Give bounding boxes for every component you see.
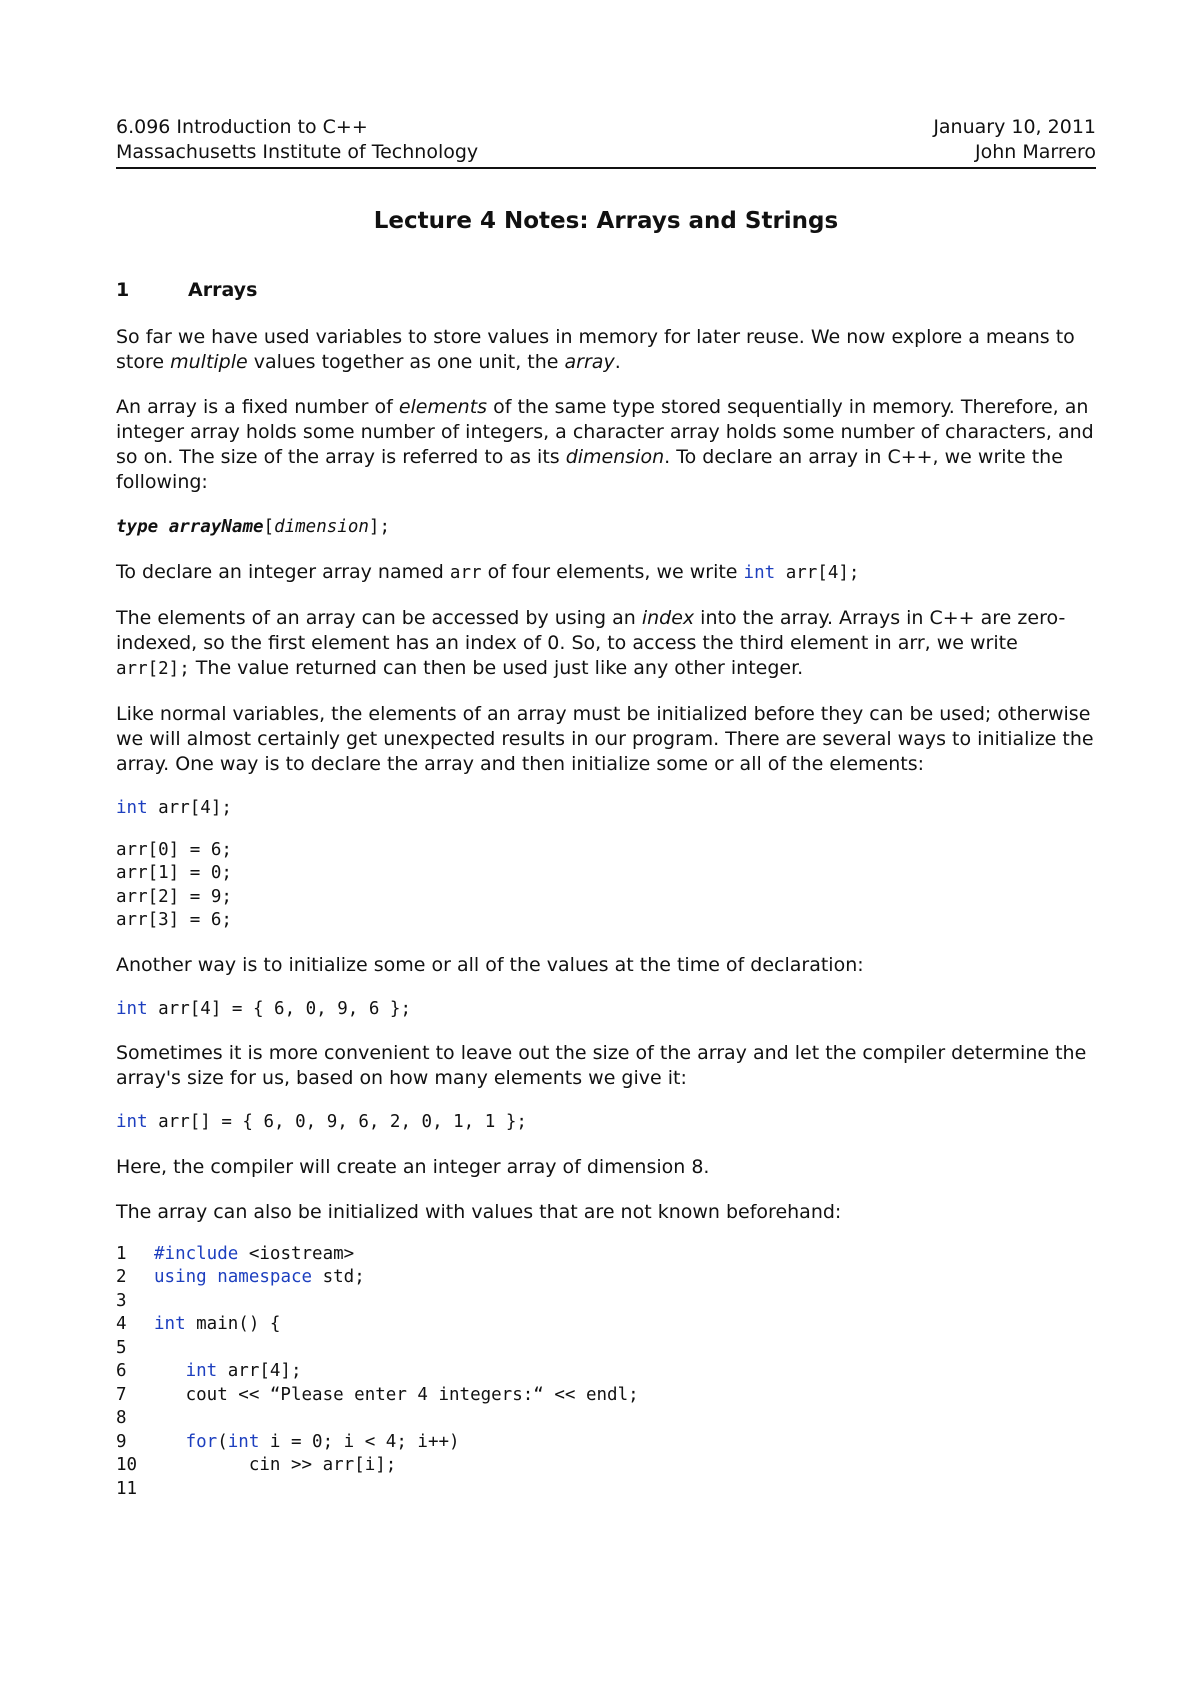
document-page [116,108,1096,1501]
section-heading [116,279,1096,303]
page-header [116,108,1096,168]
course-name: 6.096 Introduction to C++ [116,116,368,138]
author-name: John Marrero [975,141,1096,163]
listing-line: 7 cout << “Please enter 4 integers:“ << endl; [116,1384,639,1405]
paragraph-initialization: Like normal variables, the elements of an array must be initialized before they can be used; otherwise we will almost certainly get unexpected results in our program. There are several ways to initialize the array. One way is to declare the array and then initialize some or all of the elements: [116,703,1094,775]
listing-line: 5 [116,1337,127,1358]
page-title: Lecture 4 Notes: Arrays and Strings [373,208,839,234]
listing-line: 3 [116,1290,127,1311]
listing-line: 6 int arr[4]; [116,1361,302,1381]
paragraph-init-declaration: Another way is to initialize some or all of the values at the time of declaration: [116,953,864,976]
header-right [933,115,1096,165]
paragraph-declare-example: To declare an integer array named arr of four elements, we write int arr[4]; [116,561,860,583]
lecture-date: January 10, 2011 [933,116,1096,138]
code-implicit-size: int arr[] = { 6, 0, 9, 6, 2, 0, 1, 1 }; [116,1112,527,1132]
header-left [116,115,478,165]
section-number: 1 [116,279,130,301]
code-block-assign: int arr[4]; arr[0] = 6; arr[1] = 0; arr[2] = 9; arr[3] = 6; [116,798,232,930]
header-rule [116,167,1096,169]
code-listing [116,1243,1096,1502]
listing-line: 2 using namespace std; [116,1267,365,1287]
listing-line: 4 int main() { [116,1314,281,1334]
paragraph-dimension-8: Here, the compiler will create an integer array of dimension 8. [116,1155,710,1178]
paragraph-indexing: The elements of an array can be accessed by using an index into the array. Arrays in C++ are zero-indexed, so the first element has an index of 0. So, to access the third element in arr, we write arr[2]; The value returned can then be used just like any other integer. [116,607,1066,679]
paragraph-array-definition: An array is a fixed number of elements of the same type stored sequentially in memory. Therefore, an integer array holds some number of integers, a character array holds some number of characters, and so on. The size of the array is referred to as its dimension. To declare an array in C++, we write the following: [116,396,1094,493]
institution-name: Massachusetts Institute of Technology [116,141,479,163]
paragraph-unknown-values: The array can also be initialized with values that are not known beforehand: [116,1200,842,1223]
listing-line: 1 #include <iostream> [116,1243,355,1264]
paragraph-intro: So far we have used variables to store values in memory for later reuse. We now explore a means to store multiple values together as one unit, the array. [116,326,1075,373]
listing-line: 8 [116,1408,127,1428]
listing-line: 11 [116,1478,138,1499]
syntax-declaration: type arrayName[dimension]; [116,517,390,537]
paragraph-implicit-size: Sometimes it is more convenient to leave out the size of the array and let the compiler determine the array's size for us, based on how many elements we give it: [116,1042,1087,1089]
listing-line: 10 cin >> arr[i]; [116,1455,397,1475]
listing-line: 9 for(int i = 0; i < 4; i++) [116,1431,460,1452]
code-init-list: int arr[4] = { 6, 0, 9, 6 }; [116,998,412,1019]
section-title: Arrays [188,279,258,301]
